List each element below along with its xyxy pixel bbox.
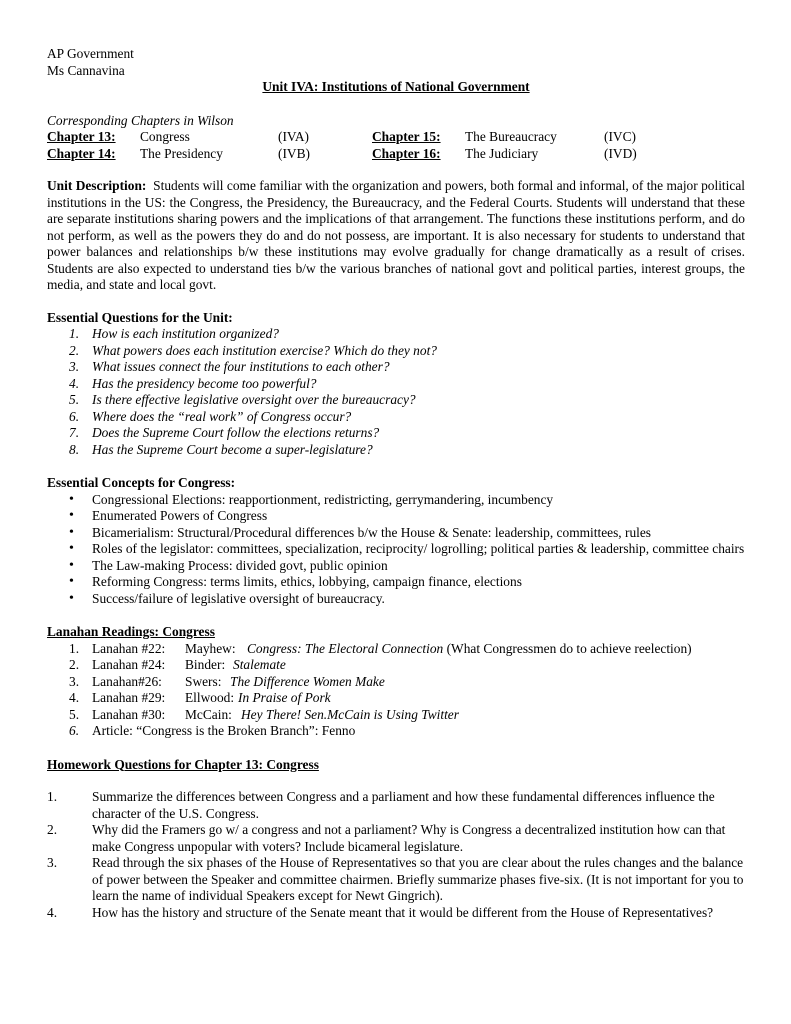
list-item: • Roles of the legislator: committees, specialization, reciprocity/ logrolling; political parties & leadership, committee chairs [47, 541, 745, 558]
chapters-heading: Corresponding Chapters in Wilson [47, 112, 234, 128]
list-item: 3. What issues connect the four institutions to each other? [69, 359, 390, 374]
list-item: 4. Has the presidency become too powerful? [69, 375, 317, 391]
list-item: 2. Why did the Framers go w/ a congress and not a parliament? Why is Congress a decentralized institution how can that make Congress unpopular with voters? Include bicameral legislature. [47, 822, 726, 854]
concepts-list [47, 492, 745, 608]
list-item: • Success/failure of legislative oversight of bureaucracy. [47, 591, 745, 608]
chapter-code: (IVB) [278, 145, 310, 161]
questions-list [47, 326, 745, 458]
chapter-code: (IVA) [278, 129, 309, 144]
list-item: • Reforming Congress: terms limits, ethics, lobbying, campaign finance, elections [47, 574, 745, 591]
list-item: 3. Lanahan#26: Swers: The Difference Women Make [69, 673, 385, 689]
chapter-code: (IVC) [604, 129, 636, 144]
chapters-row [47, 129, 637, 146]
readings-heading: Lanahan Readings: Congress [47, 624, 215, 639]
list-item: 2. Lanahan #24: Binder: Stalemate [69, 657, 286, 672]
chapters-row [47, 146, 637, 163]
document-page [47, 46, 745, 921]
description-text: Students will come familiar with the organization and powers, both formal and informal, of the major political institutions in the US: the Congress, the Presidency, the Bureaucracy, and the Federal Courts. Students will understand that these are separate institutions sharing powers and the implications of that arrangement. The functions these institutions perform, and do not perform, as well as the powers they do and do not possess, are important. It is also necessary for students to understand that power balances and relationships b/w these institutions may evolve gradually for change dramatically as a result of crises. Students are also expected to understand ties b/w the various branches of national govt and political parties, interest groups, the media, and state and local govt. [47, 178, 745, 292]
chapter-label: Chapter 15: [372, 129, 441, 144]
homework-heading: Homework Questions for Chapter 13: Congress [47, 756, 319, 772]
chapters-table [47, 129, 637, 162]
list-item: 1. How is each institution organized? [69, 326, 279, 341]
readings-list [47, 641, 745, 740]
list-item: 2. What powers does each institution exercise? Which do they not? [69, 342, 437, 358]
list-item: 1. Lanahan #22: Mayhew: Congress: The Electoral Connection (What Congressmen do to achieve reelection) [69, 640, 692, 656]
chapter-name: The Bureaucracy [465, 129, 557, 144]
list-item: 5. Is there effective legislative oversight over the bureaucracy? [69, 392, 416, 407]
chapter-label: Chapter 13: [47, 129, 116, 144]
description-label: Unit Description: [47, 178, 147, 193]
list-item: 6. Article: “Congress is the Broken Branch”: Fenno [69, 723, 356, 738]
chapter-code: (IVD) [604, 145, 637, 161]
chapter-name: The Presidency [140, 145, 223, 161]
chapter-name: Congress [140, 129, 190, 144]
chapter-name: The Judiciary [465, 145, 539, 161]
list-item: 7. Does the Supreme Court follow the elections returns? [69, 425, 380, 440]
concepts-heading: Essential Concepts for Congress: [47, 475, 236, 490]
chapter-label: Chapter 14: [47, 145, 116, 161]
list-item: • The Law-making Process: divided govt, public opinion [47, 558, 745, 575]
list-item: • Bicamerialism: Structural/Procedural differences b/w the House & Senate: leadership, committees, rules [47, 525, 745, 542]
list-item: 3. Read through the six phases of the House of Representatives so that you are clear about the rules changes and the balance of power between the Speaker and committee chairmen. Briefly summarize phases five-six. (It is not important for you to learn the name of individual Speakers except for Newt Gingrich). [47, 855, 744, 903]
list-item: 4. How has the history and structure of the Senate meant that it would be different from the House of Representatives? [47, 904, 714, 920]
list-item: • Congressional Elections: reapportionment, redistricting, gerrymandering, incumbency [47, 492, 745, 509]
teacher-name: Ms Cannavina [47, 62, 125, 78]
list-item: 5. Lanahan #30: McCain: Hey There! Sen.McCain is Using Twitter [69, 706, 459, 722]
list-item: 6. Where does the “real work” of Congress occur? [69, 408, 352, 424]
unit-description [47, 178, 745, 294]
homework-list [47, 789, 745, 921]
list-item: 8. Has the Supreme Court become a super-legislature? [69, 441, 373, 457]
list-item: 4. Lanahan #29: Ellwood: In Praise of Pork [69, 690, 331, 705]
list-item: • Enumerated Powers of Congress [47, 508, 745, 525]
list-item: 1. Summarize the differences between Congress and a parliament and how these fundamental differences influence the character of the U.S. Congress. [47, 789, 715, 821]
course-name: AP Government [47, 46, 134, 61]
questions-heading: Essential Questions for the Unit: [47, 309, 233, 325]
chapter-label: Chapter 16: [372, 145, 441, 161]
unit-title: Unit IVA: Institutions of National Government [262, 79, 530, 94]
